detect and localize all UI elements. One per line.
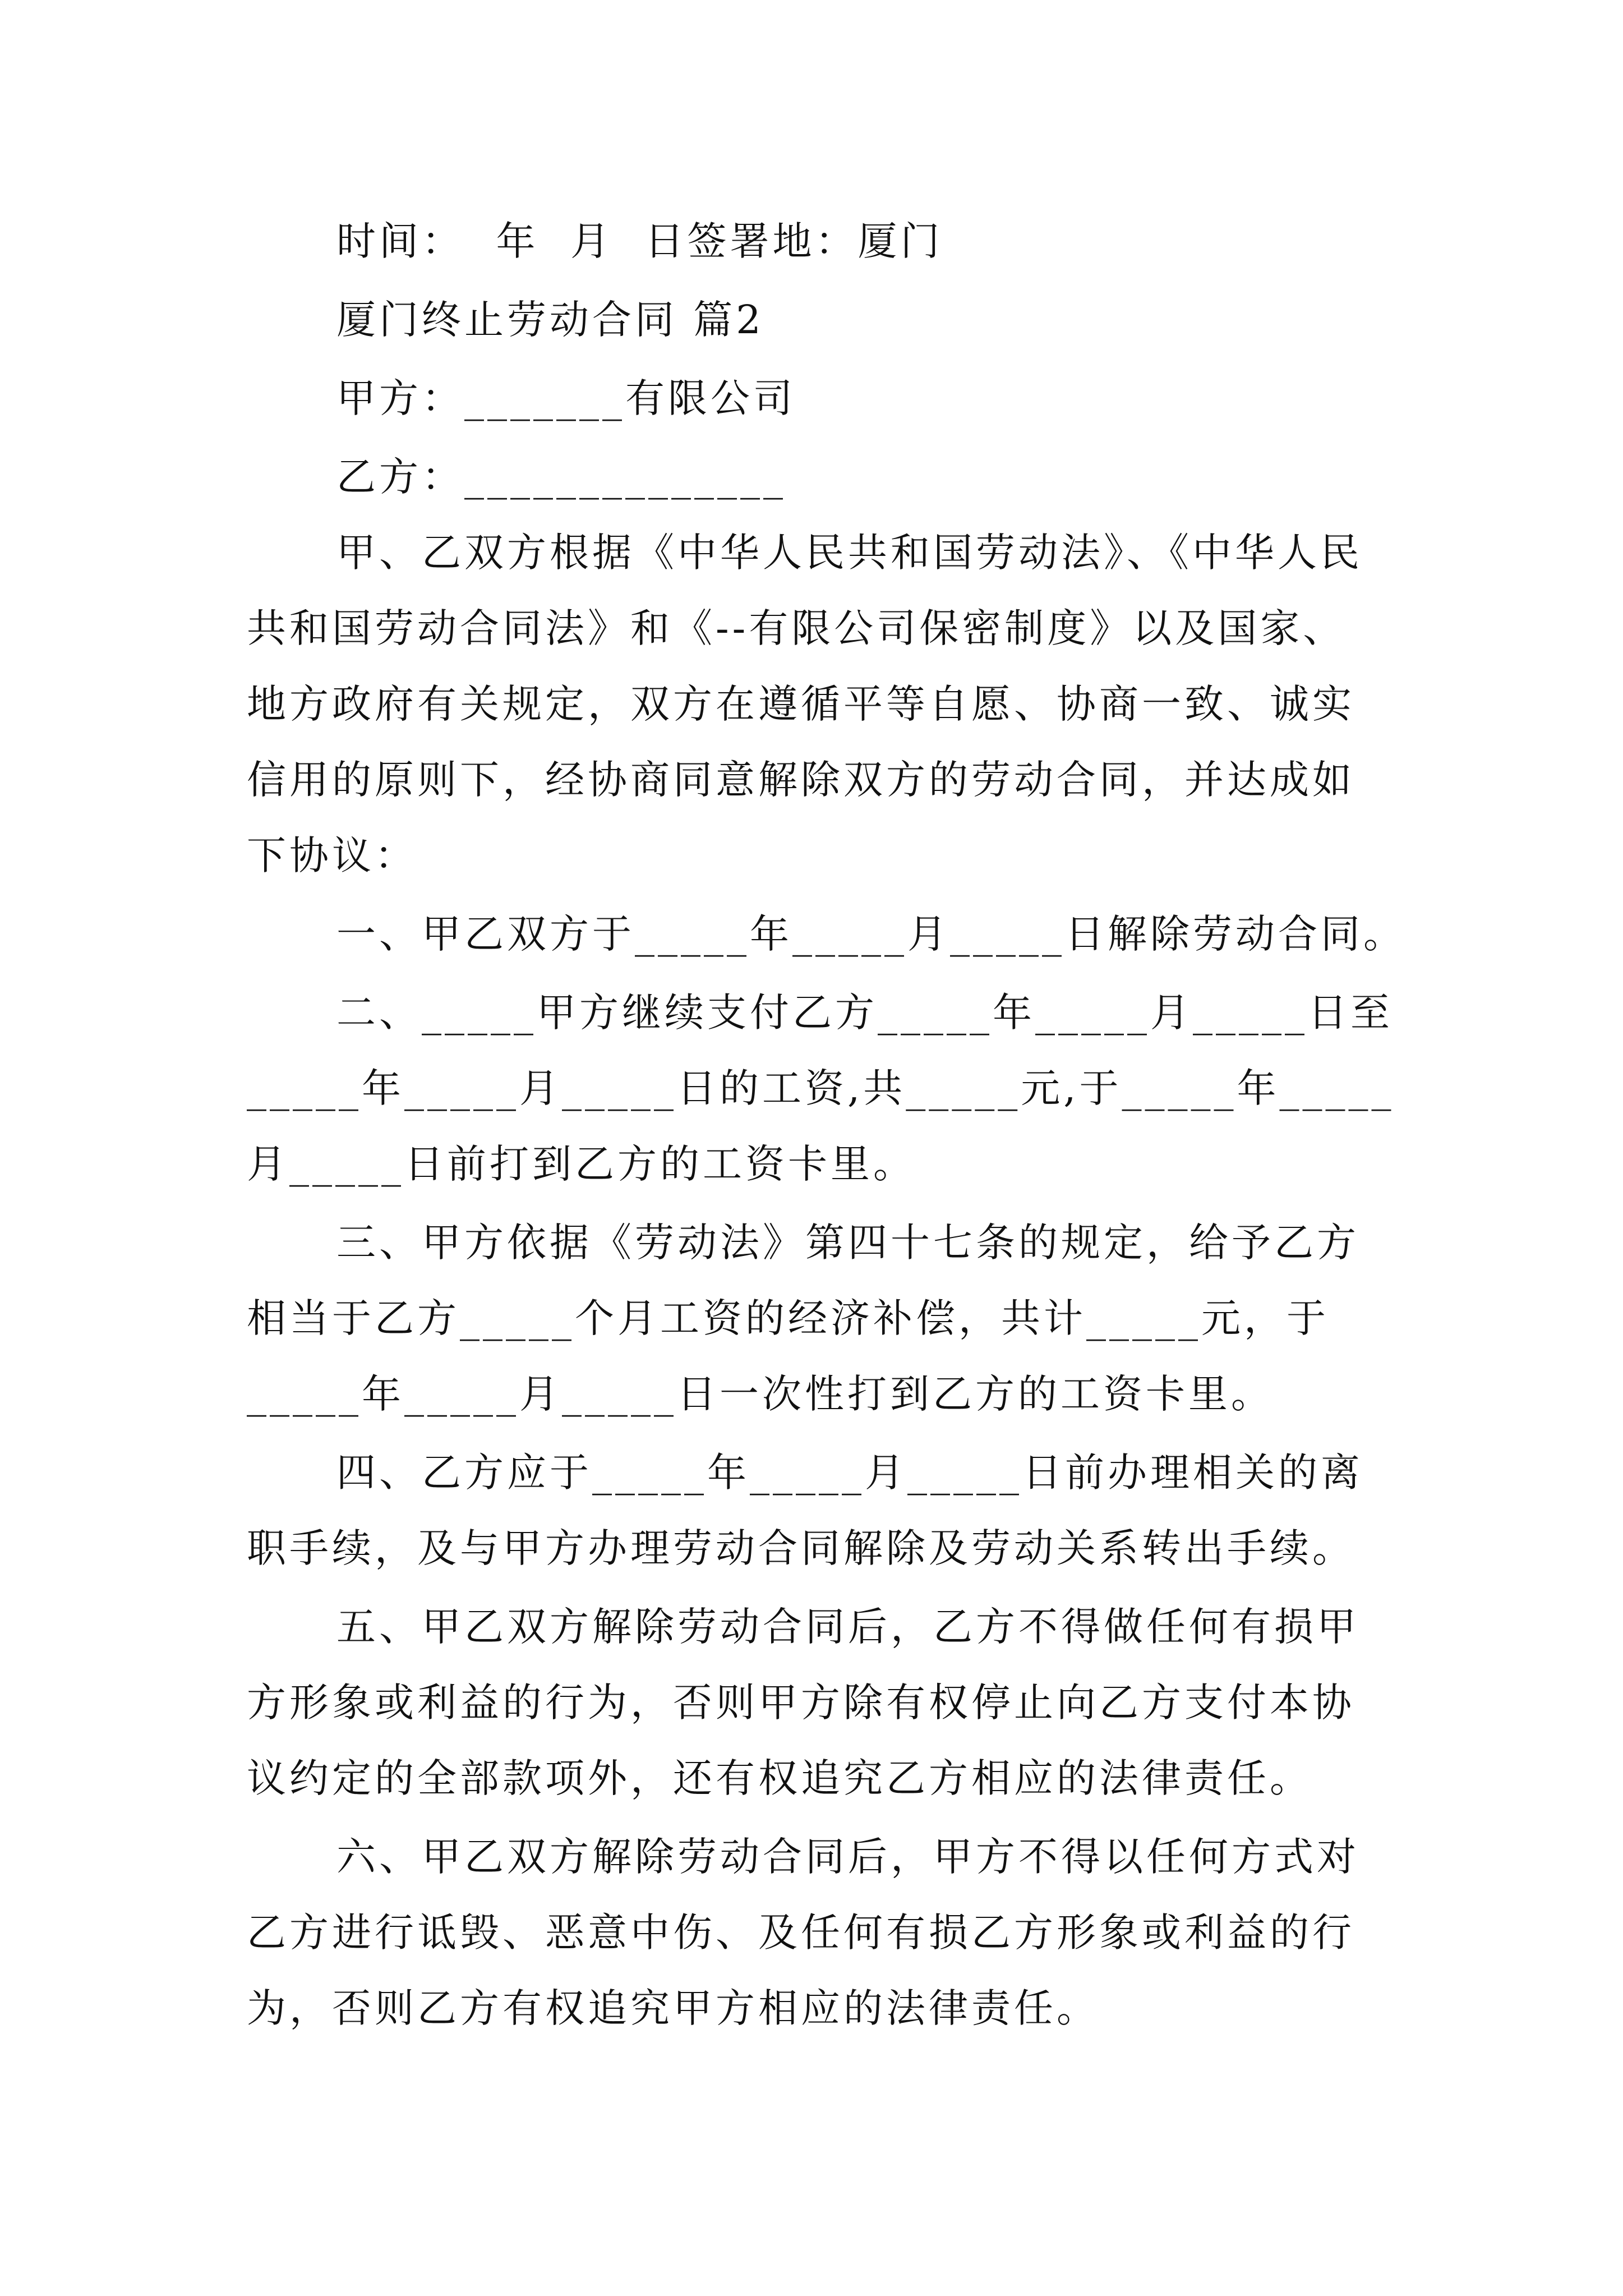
- clause-3-line-2: 相当于乙方_____个月工资的经济补偿，共计_____元，于: [247, 1295, 1329, 1341]
- preamble-line-5: 下协议：: [247, 832, 417, 878]
- clause-1-line-1: 一、甲乙双方于_____年_____月_____日解除劳动合同。: [336, 911, 1406, 957]
- clause-3-line-3: _____年_____月_____日一次性打到乙方的工资卡里。: [247, 1371, 1274, 1417]
- clause-4-line-1: 四、乙方应于_____年_____月_____日前办理相关的离: [336, 1450, 1363, 1496]
- clause-2-line-3: 月_____日前打到乙方的工资卡里。: [247, 1141, 916, 1187]
- preamble-line-2: 共和国劳动合同法》和《--有限公司保密制度》以及国家、: [247, 605, 1346, 651]
- clause-6-line-2: 乙方进行诋毁、恶意中伤、及任何有损乙方形象或利益的行: [247, 1910, 1355, 1955]
- clause-6-line-3: 为，否则乙方有权追究甲方相应的法律责任。: [247, 1985, 1099, 2031]
- clause-5-line-2: 方形象或利益的行为，否则甲方除有权停止向乙方支付本协: [247, 1680, 1355, 1726]
- clause-5-line-1: 五、甲乙双方解除劳动合同后，乙方不得做任何有损甲: [336, 1604, 1359, 1650]
- clause-3-line-1: 三、甲方依据《劳动法》第四十七条的规定，给予乙方: [336, 1220, 1359, 1266]
- clause-2-line-1: 二、_____甲方继续支付乙方_____年_____月_____日至: [336, 990, 1393, 1036]
- clause-6-line-1: 六、甲乙双方解除劳动合同后，甲方不得以任何方式对: [336, 1834, 1359, 1880]
- preamble-line-4: 信用的原则下，经协商同意解除双方的劳动合同，并达成如: [247, 757, 1355, 803]
- party-a-line: 甲方：_______有限公司: [336, 375, 796, 421]
- signing-time-place-line: 时间： 年 月 日签署地：厦门: [336, 218, 943, 264]
- section-heading: 厦门终止劳动合同 篇2: [336, 297, 764, 343]
- clause-5-line-3: 议约定的全部款项外，还有权追究乙方相应的法律责任。: [247, 1755, 1312, 1801]
- party-b-line: 乙方：______________: [336, 454, 786, 500]
- preamble-line-3: 地方政府有关规定，双方在遵循平等自愿、协商一致、诚实: [247, 681, 1355, 727]
- preamble-line-1: 甲、乙双方根据《中华人民共和国劳动法》、《中华人民: [336, 530, 1363, 576]
- clause-2-line-2: _____年_____月_____日的工资,共_____元,于_____年_____: [247, 1065, 1395, 1111]
- clause-4-line-2: 职手续，及与甲方办理劳动合同解除及劳动关系转出手续。: [247, 1525, 1355, 1571]
